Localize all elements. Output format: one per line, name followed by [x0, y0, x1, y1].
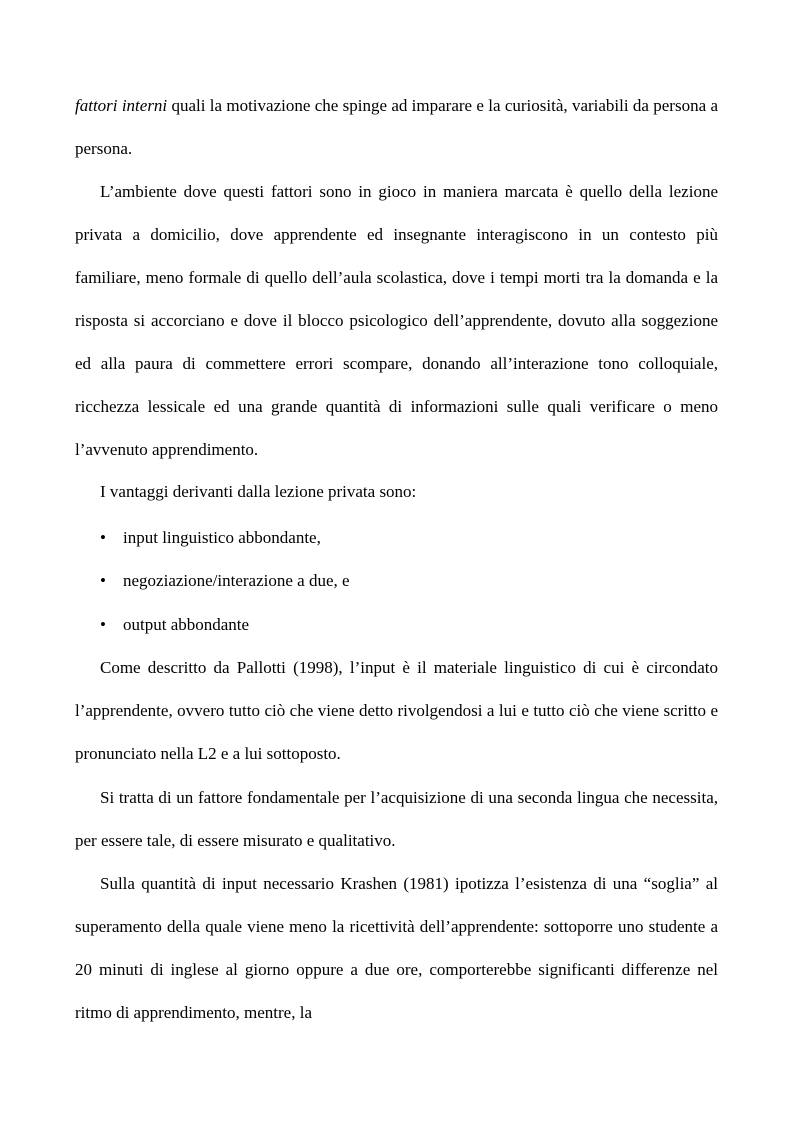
bullet-icon: • — [100, 615, 106, 634]
paragraph-pallotti: Come descritto da Pallotti (1998), l’input è il materiale linguistico di cui è circondato l’apprendente, ovvero tutto ciò che viene detto rivolgendosi a lui e tutto ciò che viene scritto e pronunciato nella L2 e a lui sottoposto. — [75, 658, 718, 763]
paragraph-ambiente: L’ambiente dove questi fattori sono in gioco in maniera marcata è quello della lezione privata a domicilio, dove apprendente ed insegnante interagiscono in un contesto più familiare, meno formale di quello dell’aula scolastica, dove i tempi morti tra la domanda e la risposta si accorciano e dove il blocco psicologico dell’apprendente, dovuto alla soggezione ed alla paura di commettere errori scompare, donando all’interazione tono colloquiale, ricchezza lessicale ed una grande quantità di informazioni sulle quali verificare o meno l’avvenuto apprendimento. — [75, 182, 718, 459]
list-item-text: input linguistico abbondante, — [123, 528, 321, 547]
list-item-text: negoziazione/interazione a due, e — [123, 571, 350, 590]
emphasis-fattori-interni: fattori interni — [75, 96, 168, 115]
paragraph-fattori-interni — [75, 84, 718, 170]
bullet-icon: • — [100, 528, 106, 547]
paragraph-fattore-fondamentale: Si tratta di un fattore fondamentale per l’acquisizione di una seconda lingua che necessita, per essere tale, di essere misurato e qualitativo. — [75, 788, 718, 850]
bullet-icon: • — [100, 571, 106, 590]
list-item-text: output abbondante — [123, 615, 250, 634]
paragraph-vantaggi-intro: I vantaggi derivanti dalla lezione privata sono: — [100, 482, 417, 501]
paragraph-fattori-interni-text: quali la motivazione che spinge ad imparare e la curiosità, variabili da persona a persona. — [75, 96, 718, 158]
paragraph-krashen: Sulla quantità di input necessario Krashen (1981) ipotizza l’esistenza di una “soglia” al superamento della quale viene meno la ricettività dell’apprendente: sottoporre uno studente a 20 minuti di inglese al giorno oppure a due ore, comporterebbe significanti differenze nel ritmo di apprendimento, mentre, la — [75, 874, 718, 1022]
